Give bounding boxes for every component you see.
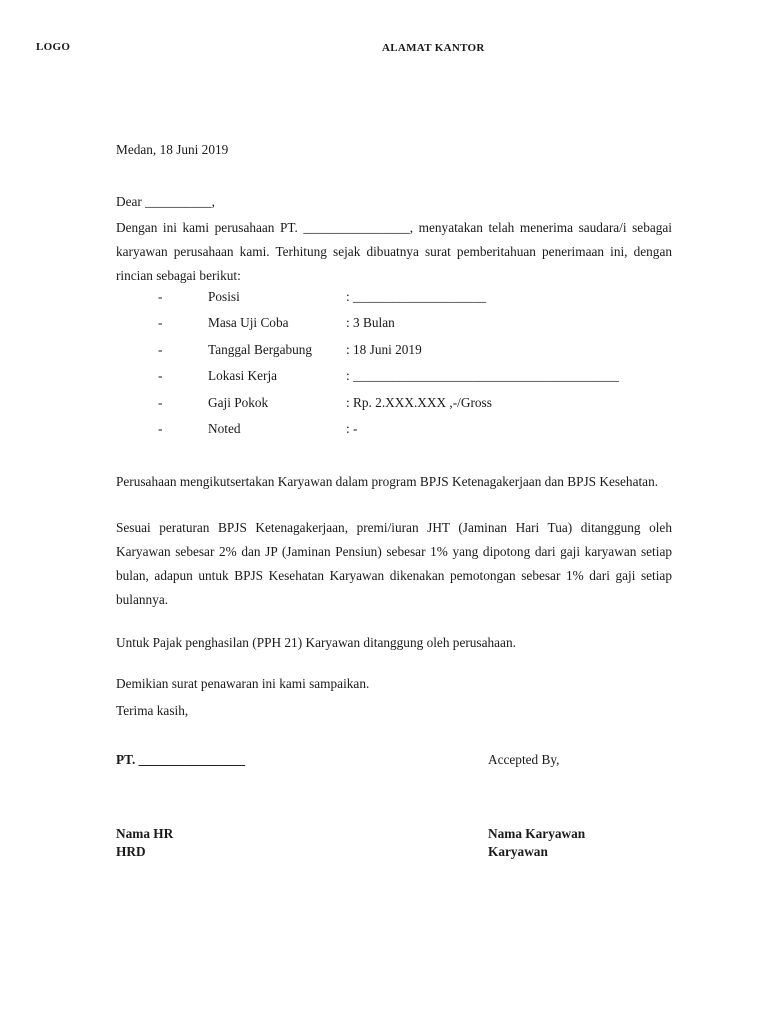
detail-dash: - — [158, 395, 163, 410]
detail-value: : 3 Bulan — [346, 315, 395, 330]
bpjs-paragraph: Perusahaan mengikutsertakan Karyawan dalam program BPJS Ketenagakerjaan dan BPJS Kesehatan. — [116, 474, 659, 489]
detail-row-gaji-pokok — [116, 390, 676, 416]
detail-label: Masa Uji Coba — [208, 315, 289, 330]
employee-title: Karyawan — [488, 844, 548, 859]
detail-dash: - — [158, 368, 163, 383]
detail-row-noted — [116, 416, 676, 442]
detail-dash: - — [158, 289, 163, 304]
intro-paragraph: Dengan ini kami perusahaan PT. ________________, menyatakan telah menerima saudara/i sebagai karyawan perusahaan kami. Terhitung sejak dibuatnya surat pemberitahuan penerimaan ini, dengan rincian sebagai berikut: — [116, 220, 672, 283]
thanks: Terima kasih, — [116, 703, 189, 718]
detail-label: Gaji Pokok — [208, 395, 269, 410]
detail-row-tanggal-bergabung — [116, 337, 676, 363]
detail-value: : Rp. 2.XXX.XXX ,-/Gross — [346, 395, 492, 410]
company-signature: PT. ________________ — [116, 752, 246, 767]
detail-dash: - — [158, 315, 163, 330]
salutation: Dear __________, — [116, 194, 215, 209]
detail-dash: - — [158, 342, 163, 357]
detail-value: : - — [346, 421, 358, 436]
detail-label: Posisi — [208, 289, 240, 304]
tax-paragraph: Untuk Pajak penghasilan (PPH 21) Karyawan ditanggung oleh perusahaan. — [116, 635, 516, 650]
hr-title: HRD — [116, 844, 146, 859]
detail-value: : ________________________________________ — [346, 368, 619, 383]
detail-label: Lokasi Kerja — [208, 368, 278, 383]
detail-label: Noted — [208, 421, 241, 436]
logo-placeholder: LOGO — [36, 41, 71, 53]
detail-row-masa-uji-coba — [116, 310, 676, 336]
detail-dash: - — [158, 421, 163, 436]
employee-name: Nama Karyawan — [488, 826, 586, 841]
hr-name: Nama HR — [116, 826, 174, 841]
deduction-paragraph: Sesuai peraturan BPJS Ketenagakerjaan, premi/iuran JHT (Jaminan Hari Tua) ditanggung oleh Karyawan sebesar 2% dan JP (Jaminan Pensiun) sebesar 1% yang dipotong dari gaji karyawan setiap bulan, adapun untuk BPJS Kesehatan Karyawan dikenakan pemotongan sebesar 1% dari gaji setiap bulannya. — [116, 520, 672, 607]
accepted-by: Accepted By, — [488, 752, 560, 767]
detail-value: : ____________________ — [346, 289, 486, 304]
place-date: Medan, 18 Juni 2019 — [116, 142, 229, 157]
detail-row-posisi — [116, 284, 676, 310]
detail-row-lokasi-kerja — [116, 363, 676, 389]
detail-value: : 18 Juni 2019 — [346, 342, 422, 357]
closing-sentence: Demikian surat penawaran ini kami sampaikan. — [116, 676, 370, 691]
office-address: ALAMAT KANTOR — [382, 42, 485, 54]
detail-label: Tanggal Bergabung — [208, 342, 313, 357]
